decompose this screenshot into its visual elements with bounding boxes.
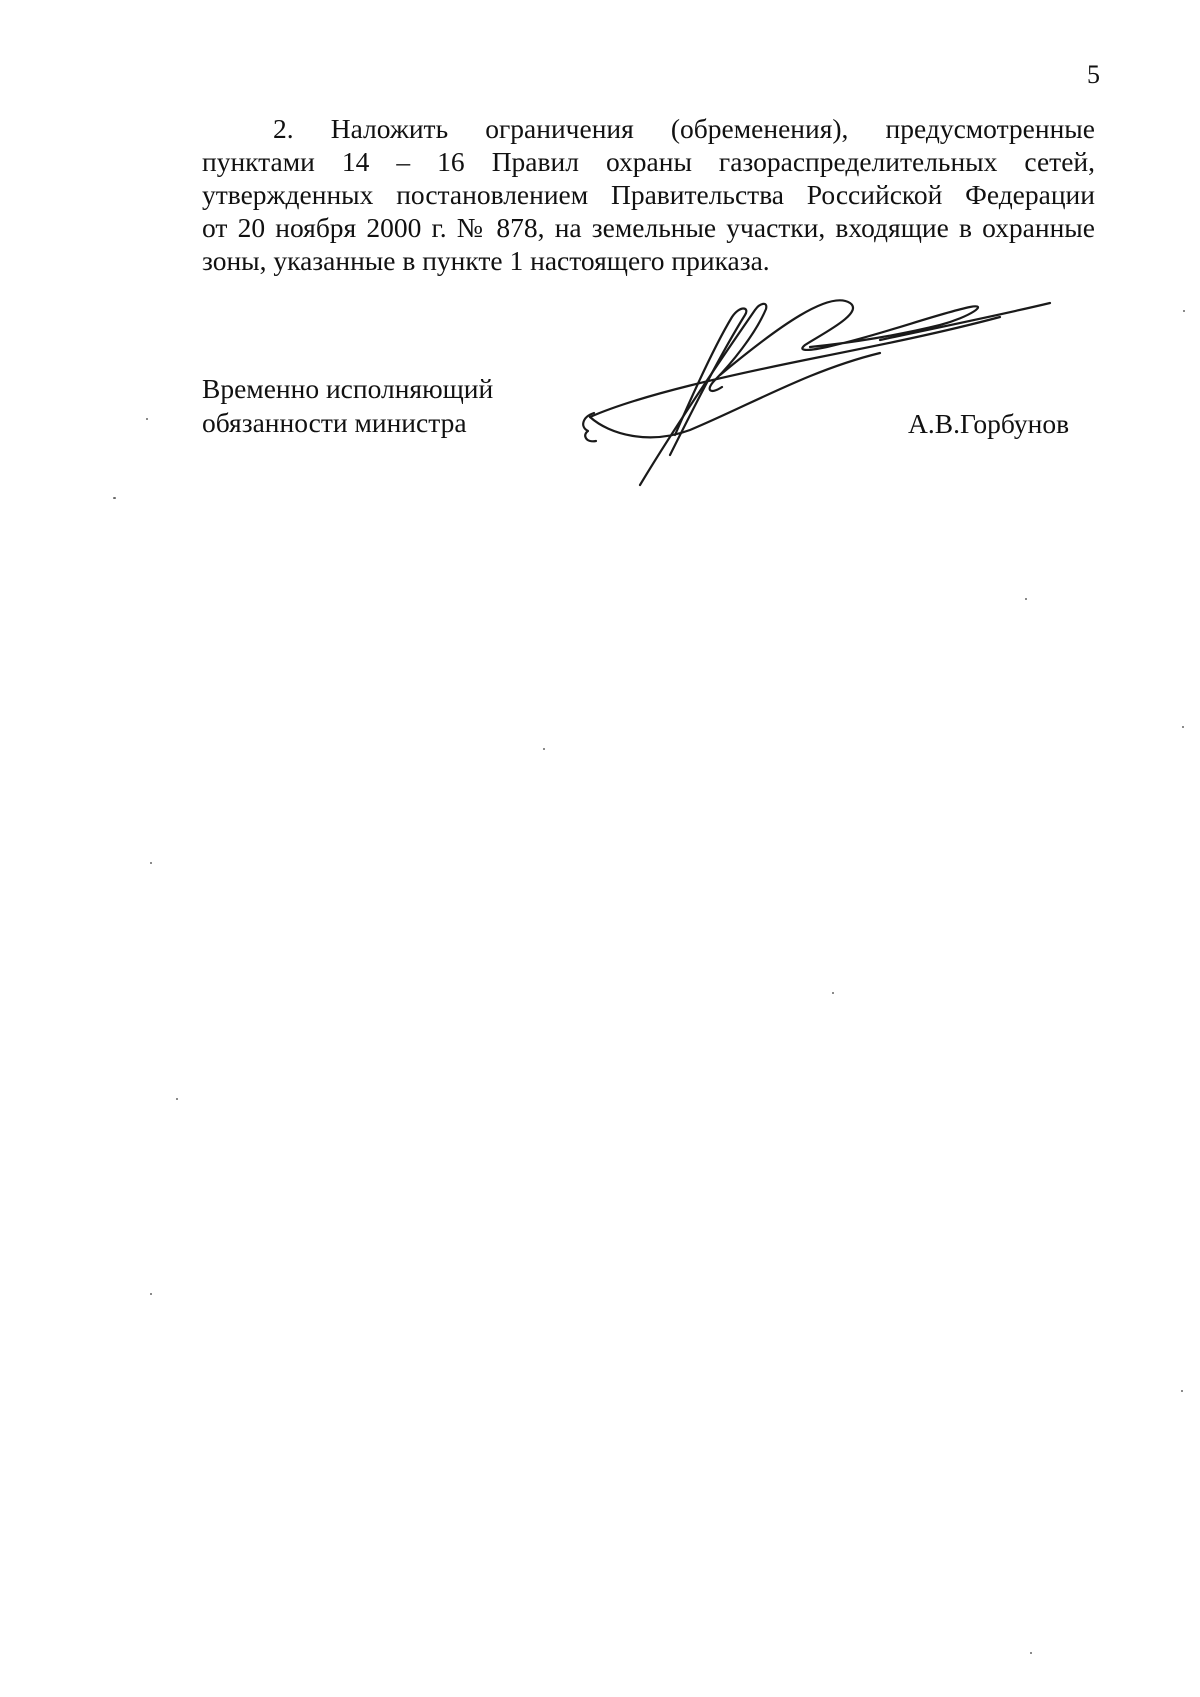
signature-stroke (590, 317, 1000, 417)
page-number: 5 (1087, 60, 1100, 89)
scan-speck (1030, 1652, 1032, 1654)
signature-stroke (670, 309, 746, 456)
signature-stroke (720, 300, 978, 375)
signatory-title-line: Временно исполняющий (202, 373, 494, 404)
scan-speck (1182, 726, 1184, 728)
signatory-title-line: обязанности министра (202, 407, 467, 438)
signatory-name: А.В.Горбунов (908, 408, 1070, 439)
paragraph-line: пунктами 14 – 16 Правил охраны газораспределительных сетей, (202, 146, 1095, 177)
scan-speck (146, 418, 148, 420)
paragraph-line: от 20 ноября 2000 г. № 878, на земельные участки, входящие в охранные (202, 212, 1095, 243)
scan-speck (832, 992, 834, 994)
paragraph-line: зоны, указанные в пункте 1 настоящего приказа. (202, 245, 770, 276)
scan-speck (150, 1293, 152, 1295)
scan-speck (1183, 310, 1185, 312)
scan-speck (543, 748, 545, 750)
scan-speck (176, 1098, 178, 1100)
scan-speck (1025, 598, 1027, 600)
paragraph-line: утвержденных постановлением Правительства Российской Федерации (202, 179, 1095, 210)
signatory-title (202, 372, 493, 440)
signature-stroke (590, 353, 880, 437)
scan-speck (1181, 1390, 1183, 1392)
scan-speck (113, 497, 116, 499)
scan-speck (150, 862, 152, 864)
handwritten-signature (580, 295, 1140, 495)
paragraph-2 (202, 112, 1095, 277)
paragraph-line: 2. Наложить ограничения (обременения), предусмотренные (273, 113, 1095, 144)
